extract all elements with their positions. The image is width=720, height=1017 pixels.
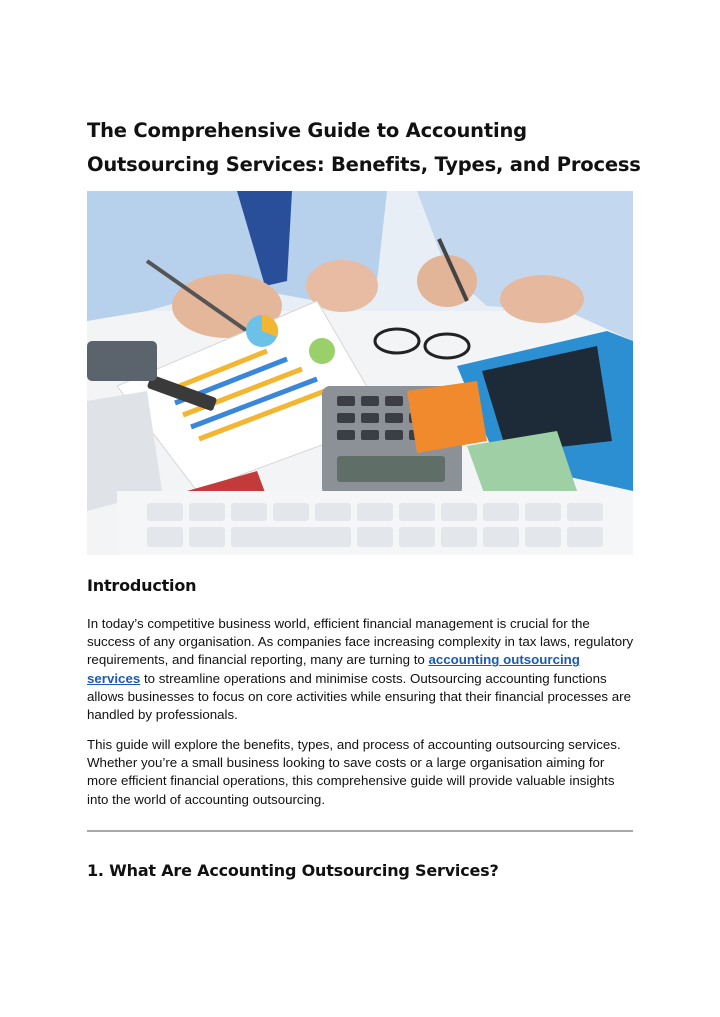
accounting-outsourcing-link[interactable]: accounting outsourcing services: [87, 652, 580, 686]
intro-paragraph-2: This guide will explore the benefits, types, and process of accounting outsourcing services. Whether you’re a small business looking to save costs or a large organisation aiming for more efficient financial operations, this comprehensive guide will provide valuable insights into the world of accounting outsourcing.: [87, 737, 621, 807]
hero-image: [87, 191, 633, 555]
accounting-desk-illustration: [87, 191, 633, 555]
document-title: The Comprehensive Guide to Accounting Outsourcing Services: Benefits, Types, and Process: [87, 119, 641, 176]
introduction-heading: Introduction: [87, 576, 197, 595]
section-1-heading: 1. What Are Accounting Outsourcing Services?: [87, 861, 499, 880]
intro-p1-text-after: to streamline operations and minimise costs. Outsourcing accounting functions allows businesses to focus on core activities while ensuring that their financial processes are handled by professionals.: [87, 670, 631, 723]
section-divider: [87, 830, 633, 832]
intro-paragraph-1: [87, 615, 635, 724]
intro-p1-text-before: In today’s competitive business world, efficient financial management is crucial for the success of any organisation. As companies face increasing complexity in tax laws, regulatory requirements, and financial reporting, many are turning to: [87, 616, 634, 668]
